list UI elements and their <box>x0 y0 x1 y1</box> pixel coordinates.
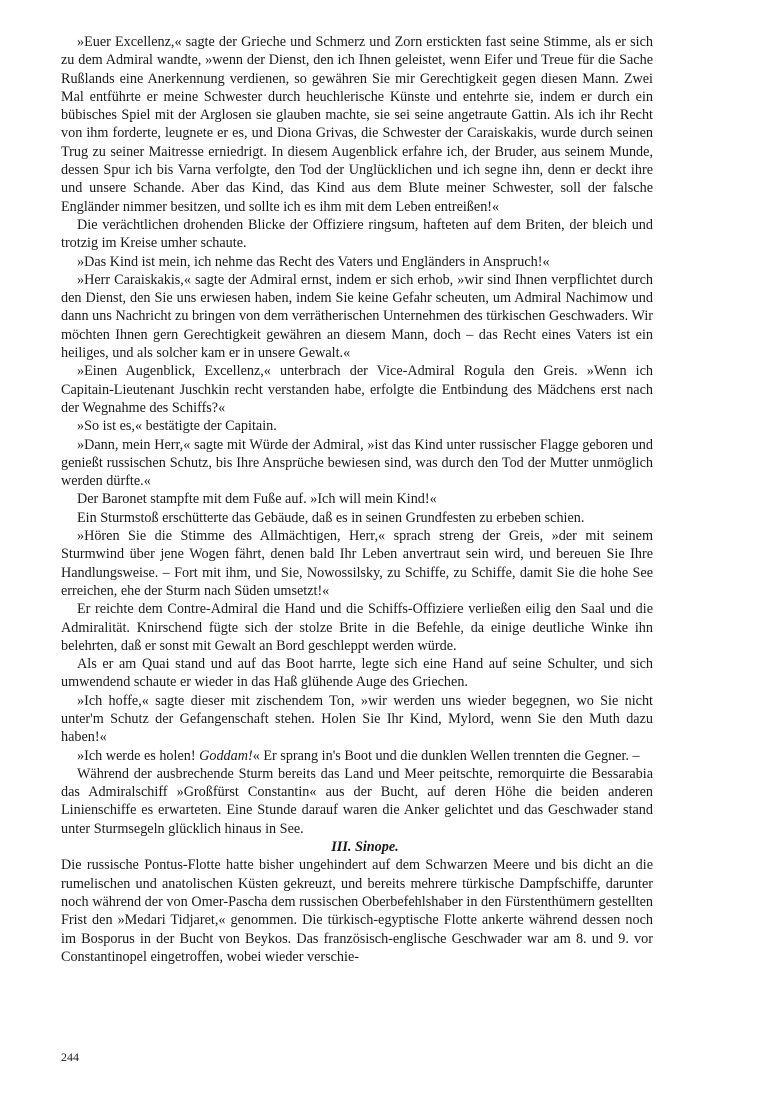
paragraph: »So ist es,« bestätigte der Capitain. <box>77 418 277 435</box>
paragraph: »Hören Sie die Stimme des Allmächtigen, Herr,« sprach streng der Greis, »der mit seinem Sturmwind über jene Wogen fährt, denen bald Ihr Leben anvertraut sein wird, und bereuen Sie Ihre Handlungsweise. – Fort mit ihm, und Sie, Nowossilsky, zu Schiffe, zu Schiffe, damit Sie die hohe See erreichen, ehe der Sturm nach Süden umsetzt!« <box>61 528 653 599</box>
paragraph: »Das Kind ist mein, ich nehme das Recht des Vaters und Engländers in Anspruch!« <box>77 253 550 270</box>
paragraph: »Einen Augenblick, Excellenz,« unterbrach der Vice-Admiral Rogula den Greis. »Wenn ich Capitain-Lieutenant Juschkin recht verstanden habe, erfolgte die Entbindung des Mädchens erst nach der Wegnahme des Schiffs?« <box>61 363 653 416</box>
page-body <box>61 33 653 966</box>
paragraph-goddam <box>61 747 653 765</box>
text-run: »Ich werde es holen! <box>77 747 200 764</box>
emphasis: Goddam! <box>199 747 253 764</box>
paragraph: »Herr Caraiskakis,« sagte der Admiral ernst, indem er sich erhob, »wir sind Ihnen verpflichtet durch den Dienst, den Sie uns erwiesen haben, indem Sie keine Gefahr scheuten, um Admiral Nachimow und dann uns Nachricht zu bringen von dem verrätherischen Unternehmen des türkischen Geschwaders. Wir möchten Ihnen gern Gerechtigkeit gewähren an diesem Mann, doch – das Recht eines Vaters ist ein heiliges, und als solcher kam er in unsere Gewalt.« <box>61 271 653 362</box>
paragraph: Ein Sturmstoß erschütterte das Gebäude, daß es in seinen Grundfesten zu erbeben schien. <box>77 509 585 526</box>
paragraph: Während der ausbrechende Sturm bereits das Land und Meer peitschte, remorquirte die Bessarabia das Admiralschiff »Großfürst Constantin« aus der Bucht, auf deren Höhe die beiden anderen Linienschiffe es erwarteten. Eine Stunde darauf waren die Anker gelichtet und das Geschwader stand unter Sturmsegeln glücklich hinaus in See. <box>61 765 653 837</box>
paragraph: Als er am Quai stand und auf das Boot harrte, legte sich eine Hand auf seine Schulter, und sich umwendend schaute er wieder in das Haß glühende Auge des Griechen. <box>61 656 653 691</box>
paragraph: »Ich hoffe,« sagte dieser mit zischendem Ton, »wir werden uns wieder begegnen, wo Sie nicht unter'm Schutz der Gefangenschaft stehen. Holen Sie Ihr Kind, Mylord, wenn Sie den Muth dazu haben!« <box>61 692 653 746</box>
paragraph: »Dann, mein Herr,« sagte mit Würde der Admiral, »ist das Kind unter russischer Flagge geboren und genießt russischen Schutz, bis Ihre Ansprüche bewiesen sind, was durch den Tod der Mutter unmöglich werden dürfte.« <box>61 436 653 490</box>
paragraph: »Euer Excellenz,« sagte der Grieche und Schmerz und Zorn erstickten fast seine Stimme, als er sich zu dem Admiral wandte, »wenn der Dienst, den ich Ihnen geleistet, wenn Eifer und Treue für die Sache Rußlands eine Anerkennung verdienen, so gewähren Sie mir Gerechtigkeit gegen diesen Mann. Zwei Mal entführte er meine Schwester durch heuchlerische Künste und entehrte sie, indem er durch ein bübisches Spiel mit der Arglosen sie glauben machte, sie sei seine angetraute Gattin. Als ich ihr Recht von ihm forderte, leugnete er es, und Diona Grivas, die Schwester der Caraiskakis, wurde durch seinen Trug zu seiner Maitresse erniedrigt. In diesem Augenblick erfahre ich, der Bruder, aus seinem Munde, dessen Spur ich bis Varna verfolgte, den Tod der Unglücklichen und ich segne ihn, denn er deckt ihre und unsere Schande. Aber das Kind, das Kind aus dem Blute meiner Schwester, soll der falsche Engländer nimmer besitzen, und sollte ich es ihm mit dem Leben entreißen!« <box>61 34 653 215</box>
text-run: « Er sprang in's Boot und die dunklen Wellen trennten die Gegner. – <box>252 747 640 764</box>
paragraph: Die verächtlichen drohenden Blicke der Offiziere ringsum, hafteten auf dem Briten, der bleich und trotzig im Kreise umher schaute. <box>61 216 653 252</box>
section-paragraph: Die russische Pontus-Flotte hatte bisher ungehindert auf dem Schwarzen Meere und bis dicht an die rumelischen und anatolischen Küsten gekreuzt, und bereits mehrere türkische Dampfschiffe, darunter noch während der von Omer-Pascha dem russischen Oberbefehlshaber in den Fürstenthümern gestellten Frist den »Medari Tidjaret,« genommen. Die türkisch-egyptische Flotte ankerte während dessen noch im Bosporus in der Bucht von Beykos. Das französisch-englische Geschwader war am 8. und 9. vor Constantinopel eingetroffen, wobei wieder verschie- <box>61 857 653 965</box>
paragraph: Der Baronet stampfte mit dem Fuße auf. »Ich will mein Kind!« <box>77 491 437 508</box>
paragraph: Er reichte dem Contre-Admiral die Hand und die Schiffs-Offiziere verließen eilig den Saal und die Admiralität. Knirschend fügte sich der stolze Brite in die Befehle, da einige deutliche Winke ihn belehrten, daß er sonst mit Gewalt an Bord geschleppt werden würde. <box>61 601 653 654</box>
page-number: 244 <box>61 1050 79 1064</box>
section-heading: III. Sinope. <box>331 839 399 856</box>
